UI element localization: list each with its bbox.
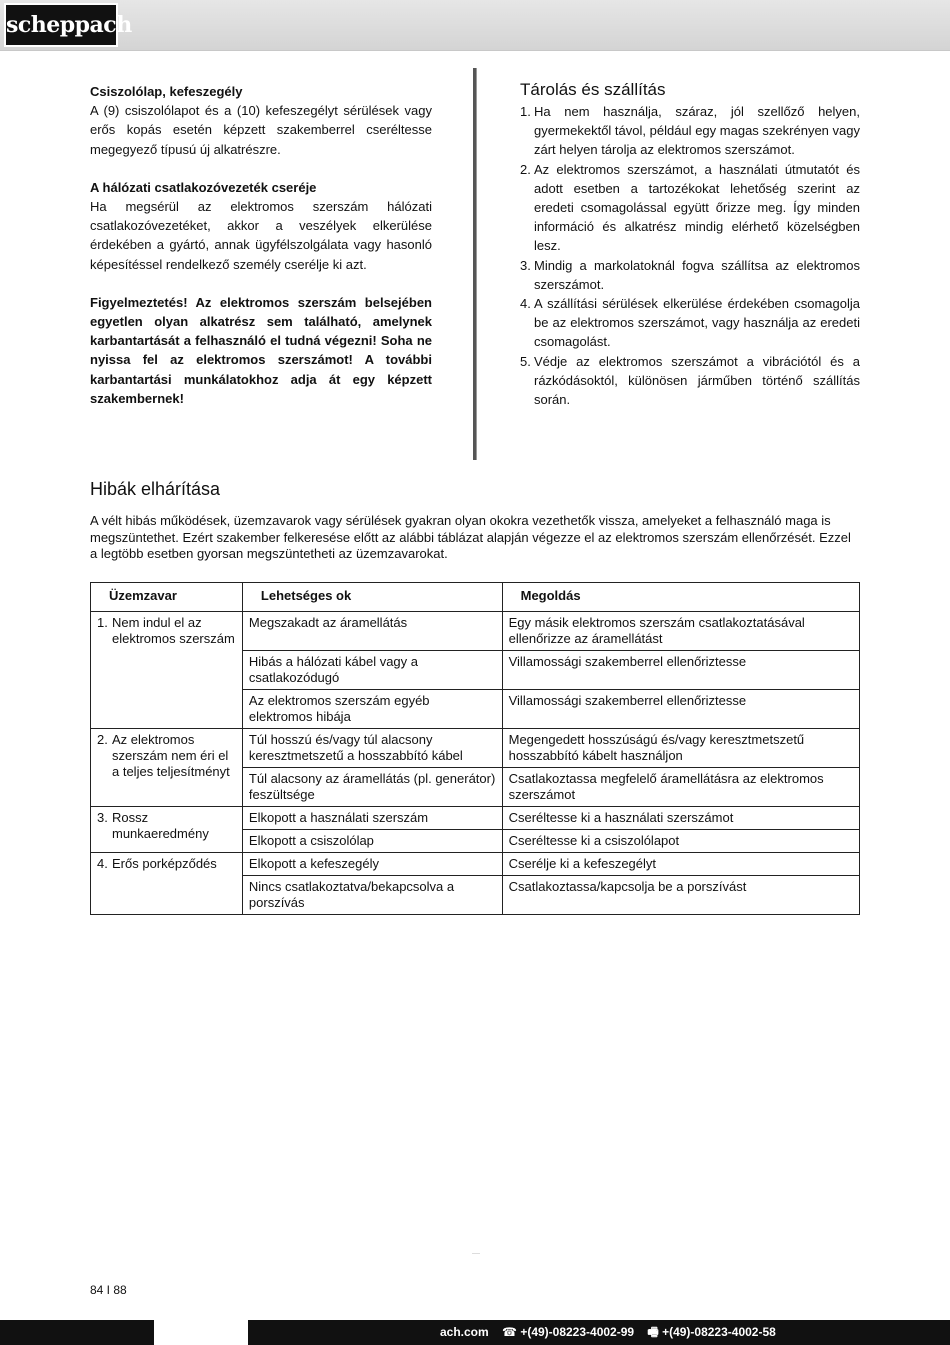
solution-cell: Csatlakoztassa megfelelő áramellátásra az elektromos szerszámot	[502, 768, 859, 807]
cause-cell: Az elektromos szerszám egyéb elektromos hibája	[242, 690, 502, 729]
table-row	[91, 729, 860, 768]
header-bar	[0, 0, 950, 51]
solution-cell: Villamossági szakemberrel ellenőriztesse	[502, 690, 859, 729]
solution-cell: Cseréltesse ki a csiszolólapot	[502, 830, 859, 853]
cause-cell: Megszakadt az áramellátás	[242, 612, 502, 651]
table-row	[91, 612, 860, 651]
column-header: Üzemzavar	[91, 583, 243, 612]
footer-contact	[440, 1320, 786, 1345]
list-item: 1. Ha nem használja, száraz, jól szellőző helyen, gyermekektől távol, például egy magas szekrényen vagy zárt helyen tárolja az elektromos szerszámot.	[520, 104, 860, 158]
footer-phone: ☎ +(49)-08223-4002-99	[502, 1325, 635, 1339]
solution-cell: Cserélje ki a kefeszegélyt	[502, 853, 859, 876]
cause-cell: Elkopott a használati szerszám	[242, 807, 502, 830]
cause-cell: Túl hosszú és/vagy túl alacsony keresztmetszetű a hosszabbító kábel	[242, 729, 502, 768]
list-item: 2. Az elektromos szerszámot, a használati útmutatót és adott esetben a tartozékokat lehetőség szerint az eredeti csomagolással együtt őrizze meg. Így minden információ és alkatrész mindig elérhető közelségben lesz.	[520, 161, 860, 254]
footer-gap	[154, 1320, 248, 1345]
cause-cell: Nincs csatlakoztatva/bekapcsolva a porszívás	[242, 876, 502, 915]
cause-cell: Elkopott a kefeszegély	[242, 853, 502, 876]
section-text-cable-replacement: Ha megsérül az elektromos szerszám hálózati csatlakozóvezetéket, akkor a veszélyek elkerülése érdekében a gyártó, annak ügyfélszolgálata vagy hasonló képesítéssel rendelkező személy cserélje ki azt.	[90, 199, 432, 272]
table-row	[91, 853, 860, 876]
solution-cell: Egy másik elektromos szerszám csatlakoztatásával ellenőrizze az áramellátást	[502, 612, 859, 651]
brand-logo: scheppach	[4, 3, 118, 47]
list-item: 3. Mindig a markolatoknál fogva szállítsa az elektromos szerszámot.	[520, 257, 860, 292]
fault-cell: 3. Rossz munkaeredmény	[91, 807, 243, 853]
section-text-sanding-pad: A (9) csiszolólapot és a (10) kefeszegélyt sérülések vagy erős kopás esetén képzett szakemberrel cseréltesse megegyező típusú új alkatrészre.	[90, 103, 432, 157]
column-header: Megoldás	[502, 583, 859, 612]
scan-mark	[472, 1253, 480, 1254]
column-header: Lehetséges ok	[242, 583, 502, 612]
fault-cell: 1. Nem indul el az elektromos szerszám	[91, 612, 243, 729]
column-divider	[473, 68, 476, 460]
fault-cell: 2. Az elektromos szerszám nem éri el a teljes teljesítményt	[91, 729, 243, 807]
right-column	[520, 80, 860, 409]
solution-cell: Villamossági szakemberrel ellenőriztesse	[502, 651, 859, 690]
troubleshooting-table	[90, 582, 860, 915]
troubleshooting-intro: A vélt hibás működések, üzemzavarok vagy sérülések gyakran olyan okokra vezethetők vissza, amelyeket a felhasználó maga is megszüntethet. Ezért szakember felkeresése előtt az alábbi táblázat alapján végezze el az elektromos szerszám ellenőrzését. Ezzel a legtöbb esetben gyorsan megszüntetheti az üzemzavarokat.	[90, 513, 851, 561]
solution-cell: Csatlakoztassa/kapcsolja be a porszívást	[502, 876, 859, 915]
list-item: 5. Védje az elektromos szerszámot a vibrációtól és a rázkódásoktól, különösen járműben történő szállítás során.	[520, 353, 860, 408]
footer-fax: 🖷 +(49)-08223-4002-58	[647, 1325, 776, 1339]
fault-cell: 4. Erős porképződés	[91, 853, 243, 915]
storage-transport-title: Tárolás és szállítás	[520, 80, 666, 99]
troubleshooting-title: Hibák elhárítása	[90, 479, 221, 499]
solution-cell: Megengedett hosszúságú és/vagy keresztmetszetű hosszabbító kábelt használjon	[502, 729, 859, 768]
cause-cell: Túl alacsony az áramellátás (pl. generátor) feszültsége	[242, 768, 502, 807]
table-row	[91, 807, 860, 830]
warning-text: Figyelmeztetés! Az elektromos szerszám belsejében egyetlen olyan alkatrész sem található, amelynek karbantartását a felhasználó el tudná végezni! Soha ne nyissa fel az elektromos szerszámot! A további karbantartási munkálatokhoz adja át egy képzett szakembernek!	[90, 294, 432, 406]
list-item: 4. A szállítási sérülések elkerülése érdekében csomagolja be az elektromos szerszámot, vagy használja az eredeti csomagolást.	[520, 296, 860, 350]
cause-cell: Hibás a hálózati kábel vagy a csatlakozódugó	[242, 651, 502, 690]
page-number: 84 I 88	[90, 1283, 127, 1297]
footer-website: ach.com	[440, 1325, 489, 1339]
table-header-row	[91, 583, 860, 612]
cause-cell: Elkopott a csiszolólap	[242, 830, 502, 853]
solution-cell: Cseréltesse ki a használati szerszámot	[502, 807, 859, 830]
left-column	[90, 82, 432, 408]
section-title-sanding-pad: Csiszolólap, kefeszegély	[90, 84, 243, 99]
storage-list	[520, 102, 860, 409]
section-title-cable-replacement: A hálózati csatlakozóvezeték cseréje	[90, 179, 317, 195]
